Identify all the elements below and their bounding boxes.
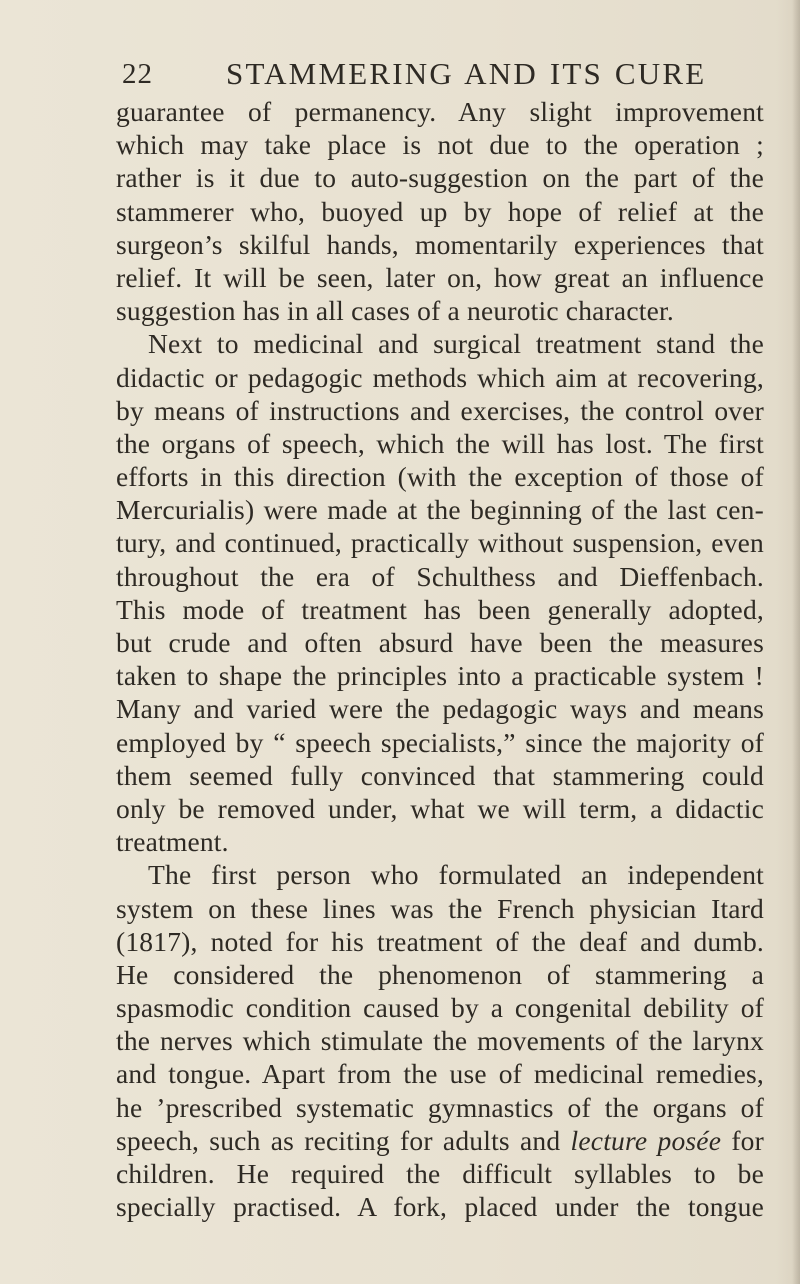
text-line: employed by “ speech specialists,” since the majority of: [116, 726, 764, 758]
text-line: the organs of speech, which the will has lost. The first: [116, 427, 764, 459]
text-line: but crude and often absurd have been the measures: [116, 627, 764, 658]
text-line: The first person who formulated an independent: [148, 859, 764, 891]
text-line: (1817), noted for his treatment of the deaf and dumb.: [116, 925, 764, 957]
text-line: relief. It will be seen, later on, how great an influence: [116, 261, 764, 293]
page-number: 22: [122, 58, 153, 90]
text-line: treatment.: [116, 826, 229, 858]
text-line: surgeon’s skilful hands, momentarily experiences that: [116, 228, 764, 260]
text-line: by means of instructions and exercises, the control over: [116, 394, 764, 426]
text-line: and tongue. Apart from the use of medicinal remedies,: [116, 1058, 764, 1090]
text-line: Many and varied were the pedagogic ways and means: [116, 693, 764, 725]
text-line: speech, such as reciting for adults and lecture posée for: [116, 1124, 764, 1156]
text-line: specially practised. A fork, placed under the tongue: [116, 1191, 764, 1223]
text-line: rather is it due to auto-suggestion on the part of the: [116, 162, 764, 194]
body-text: [116, 95, 764, 1223]
text-line: them seemed fully convinced that stammering could: [116, 759, 764, 791]
text-line: guarantee of permanency. Any slight improvement: [116, 96, 764, 127]
page-edge-shadow: [792, 0, 800, 1284]
text-line: didactic or pedagogic methods which aim at recovering,: [116, 361, 764, 393]
italic-phrase: lecture posée: [570, 1124, 722, 1156]
text-line: This mode of treatment has been generally adopted,: [116, 593, 764, 625]
text-line: which may take place is not due to the operation ;: [116, 129, 764, 161]
running-head: STAMMERING AND ITS CURE: [226, 56, 707, 91]
text-line: He considered the phenomenon of stammering a: [116, 958, 764, 990]
text-line: children. He required the difficult syllables to be: [116, 1158, 764, 1189]
text-line: Mercurialis) were made at the beginning of the last cen-: [116, 494, 764, 526]
text-line: only be removed under, what we will term, a didactic: [116, 792, 764, 824]
text-line: tury, and continued, practically without suspension, even: [116, 527, 764, 559]
text-line: suggestion has in all cases of a neurotic character.: [116, 295, 674, 327]
text-line: system on these lines was the French physician Itard: [116, 892, 764, 924]
text-line: the nerves which stimulate the movements of the larynx: [116, 1025, 764, 1057]
text-line: stammerer who, buoyed up by hope of relief at the: [116, 195, 764, 227]
text-line: he ’prescribed systematic gymnastics of the organs of: [116, 1091, 764, 1123]
text-line: throughout the era of Schulthess and Dieffenbach.: [116, 560, 764, 592]
text-line: Next to medicinal and surgical treatment stand the: [148, 328, 764, 360]
page-header: [0, 56, 800, 96]
text-line: taken to shape the principles into a practicable system !: [116, 660, 764, 692]
text-line: spasmodic condition caused by a congenital debility of: [116, 992, 764, 1024]
text-line: efforts in this direction (with the exception of those of: [116, 461, 764, 493]
